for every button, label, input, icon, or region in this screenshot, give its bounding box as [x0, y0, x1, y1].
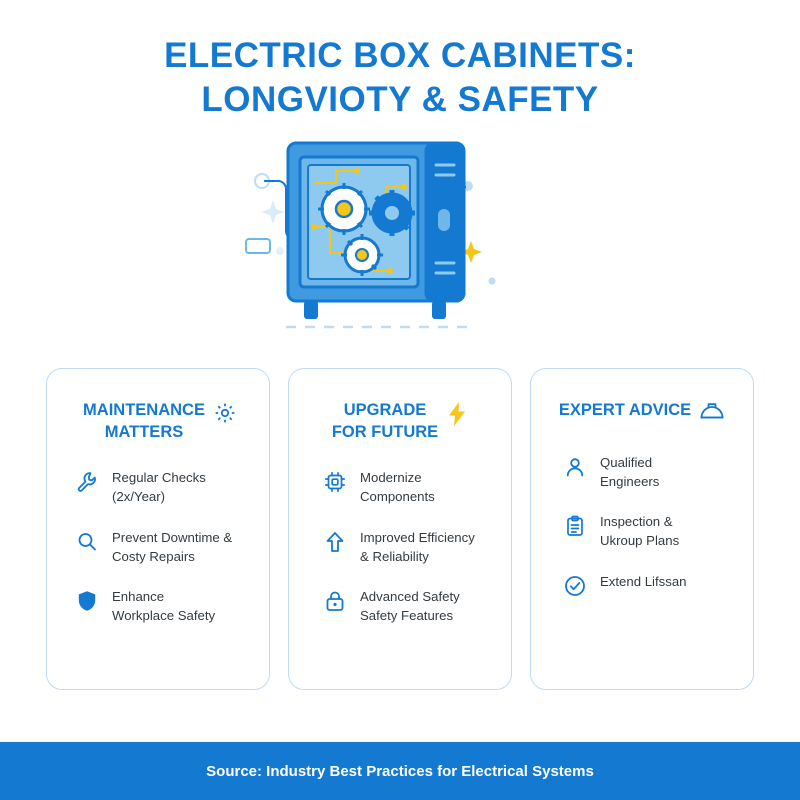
list-item[interactable]: [563, 513, 733, 550]
list-item-line-1: Advanced Safety: [360, 589, 460, 605]
list-item-text: [600, 454, 659, 491]
footer-bar: [0, 742, 800, 800]
up-arrow-icon: [323, 530, 347, 559]
card-items: [67, 469, 249, 625]
list-item[interactable]: [563, 454, 733, 491]
list-item-text: [112, 529, 232, 566]
list-item-text: [360, 469, 435, 506]
page-title: [0, 0, 800, 123]
list-item[interactable]: [75, 588, 249, 625]
list-item-line-2: Workplace Safety: [112, 608, 216, 624]
list-item-line-1: Prevent Downtime &: [112, 529, 233, 545]
list-item-line-1: Regular Checks: [112, 470, 206, 486]
card-upgrade-for-future[interactable]: [288, 368, 512, 690]
wrench-icon: [75, 470, 99, 499]
list-item-line-2: (2x/Year): [112, 489, 166, 505]
card-title-line-2: FOR FUTURE: [331, 423, 439, 442]
list-item-text: [112, 588, 215, 625]
footer-source-text: Source: Industry Best Practices for Electrical Systems: [206, 762, 594, 780]
chip-icon: [323, 470, 347, 499]
title-line-1: ELECTRIC BOX CABINETS:: [164, 36, 636, 75]
card-title-line-1: UPGRADE: [343, 400, 427, 419]
check-circle-icon: [563, 574, 587, 603]
list-item-line-1: Enhance: [112, 589, 165, 605]
card-header: [309, 399, 491, 444]
card-header: [67, 399, 249, 444]
list-item-text: [112, 469, 206, 506]
list-item[interactable]: [563, 573, 733, 603]
shield-icon: [75, 589, 99, 618]
list-item[interactable]: [323, 588, 491, 625]
card-items: [551, 454, 733, 603]
card-header: [551, 399, 733, 428]
list-item-line-2: Safety Features: [360, 608, 454, 624]
card-title-line-2: MATTERS: [104, 423, 184, 442]
clipboard-icon: [563, 514, 587, 543]
list-item-line-1: Modernize: [360, 470, 422, 486]
person-icon: [563, 455, 587, 484]
magnifier-icon: [75, 530, 99, 559]
card-items: [309, 469, 491, 625]
cards-row: [0, 368, 800, 690]
hero-illustration: [0, 131, 800, 356]
list-item[interactable]: [75, 469, 249, 506]
list-item-line-1: Improved Efficiency: [360, 529, 475, 545]
list-item[interactable]: [75, 529, 249, 566]
list-item-line-2: Components: [360, 489, 435, 505]
card-title-line-1: EXPERT ADVICE: [558, 400, 692, 419]
list-item-text: [360, 529, 475, 566]
list-item-line-2: & Reliability: [360, 548, 429, 564]
card-expert-advice[interactable]: [530, 368, 754, 690]
list-item-line-2: Ukroup Plans: [600, 533, 680, 549]
list-item-line-2: Engineers: [600, 473, 660, 489]
list-item-text: [600, 573, 687, 592]
gear-icon: [213, 401, 237, 430]
lightning-bolt-icon: [446, 401, 468, 432]
list-item-line-1: Extend Lifssan: [600, 573, 687, 589]
list-item-text: [360, 588, 460, 625]
list-item[interactable]: [323, 469, 491, 506]
list-item-text: [600, 513, 679, 550]
list-item-line-1: Qualified: [600, 454, 653, 470]
list-item-line-1: Inspection &: [600, 514, 673, 530]
card-maintenance-matters[interactable]: [46, 368, 270, 690]
lock-icon: [323, 589, 347, 618]
card-title-line-1: MAINTENANCE: [83, 400, 205, 419]
list-item-line-2: Costy Repairs: [112, 548, 195, 564]
hard-hat-icon: [699, 401, 725, 428]
list-item[interactable]: [323, 529, 491, 566]
electrical-cabinet-icon: [240, 131, 560, 356]
title-line-2: LONGVIOTY & SAFETY: [201, 80, 599, 120]
